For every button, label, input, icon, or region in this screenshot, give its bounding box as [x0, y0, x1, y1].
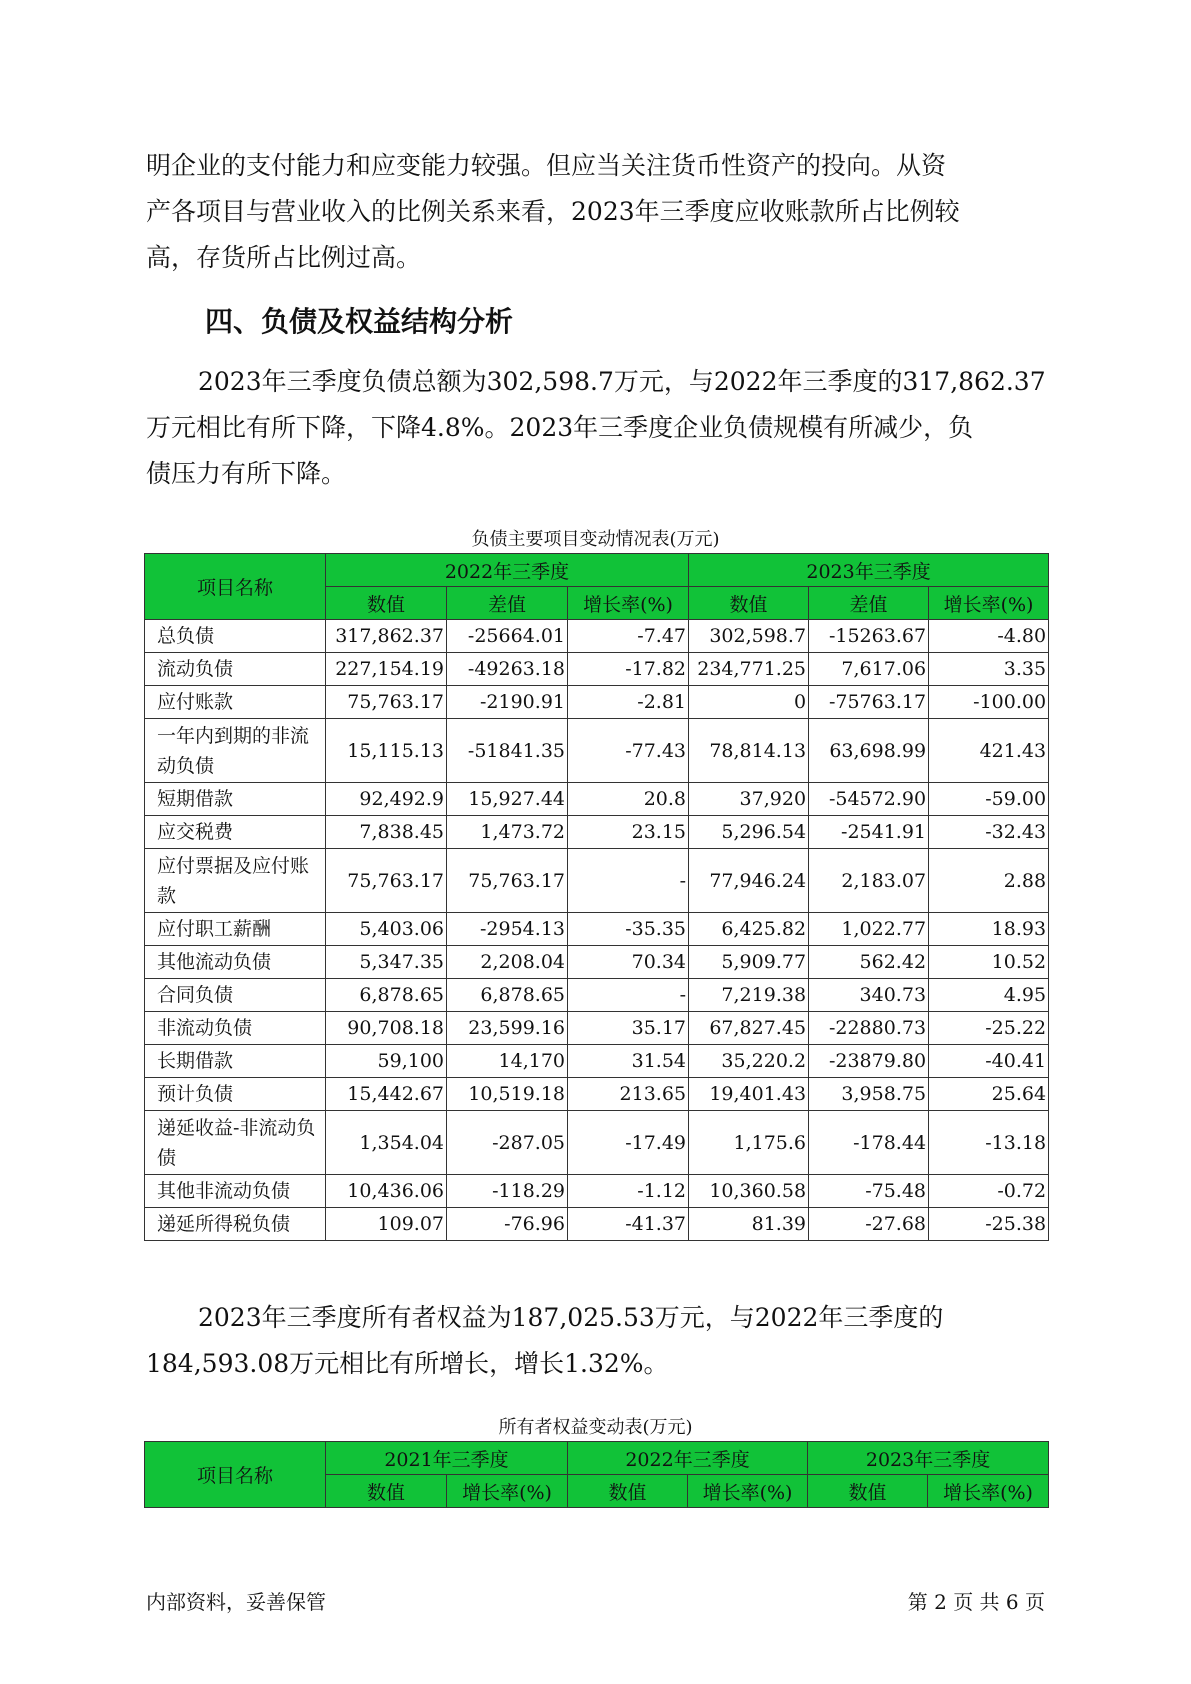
table-cell: - [568, 979, 689, 1012]
table-cell: -2541.91 [809, 816, 929, 849]
table-row [145, 653, 1049, 686]
table-cell: 18.93 [929, 913, 1049, 946]
table-row [145, 1045, 1049, 1078]
table-cell: -40.41 [929, 1045, 1049, 1078]
table-cell: -75763.17 [809, 686, 929, 719]
table-cell: 3,958.75 [809, 1078, 929, 1111]
table-cell: 31.54 [568, 1045, 689, 1078]
table-row [145, 1208, 1049, 1241]
value-header: 数值 [568, 1475, 688, 1508]
liabilities-paragraph [146, 359, 1056, 497]
row-item-name: 应交税费 [145, 816, 326, 849]
table-cell: -25664.01 [447, 620, 568, 653]
section-heading: 四、负债及权益结构分析 [205, 305, 514, 338]
table-cell: -25.22 [929, 1012, 1049, 1045]
row-item-name: 总负债 [145, 620, 326, 653]
table-cell: 81.39 [689, 1208, 809, 1241]
table-cell: 75,763.17 [326, 686, 447, 719]
value-header: 数值 [326, 1475, 447, 1508]
table-row [145, 620, 1049, 653]
table-cell: 59,100 [326, 1045, 447, 1078]
equity-table-caption: 所有者权益变动表(万元) [498, 1417, 693, 1438]
table-row [145, 719, 1049, 783]
table-cell: -75.48 [809, 1175, 929, 1208]
row-item-name: 其他流动负债 [145, 946, 326, 979]
table-cell: 14,170 [447, 1045, 568, 1078]
table-cell: -2954.13 [447, 913, 568, 946]
table-cell: 340.73 [809, 979, 929, 1012]
table-cell: 78,814.13 [689, 719, 809, 783]
table-cell: -7.47 [568, 620, 689, 653]
growth-header: 增长率(%) [688, 1475, 808, 1508]
table-cell: 317,862.37 [326, 620, 447, 653]
row-item-name: 应付票据及应付账款 [145, 849, 326, 913]
intro-line: 产各项目与营业收入的比例关系来看，2023年三季度应收账款所占比例较 [146, 197, 960, 226]
value-header: 数值 [689, 587, 809, 620]
table-cell: -54572.90 [809, 783, 929, 816]
table-cell: 6,878.65 [326, 979, 447, 1012]
table-cell: 25.64 [929, 1078, 1049, 1111]
table-cell: 302,598.7 [689, 620, 809, 653]
table-row [145, 1111, 1049, 1175]
table-cell: -41.37 [568, 1208, 689, 1241]
row-item-name: 合同负债 [145, 979, 326, 1012]
table-row [145, 849, 1049, 913]
row-item-name: 递延收益-非流动负债 [145, 1111, 326, 1175]
table-cell: 37,920 [689, 783, 809, 816]
row-item-name: 一年内到期的非流动负债 [145, 719, 326, 783]
intro-line: 高，存货所占比例过高。 [146, 243, 422, 272]
row-item-name: 非流动负债 [145, 1012, 326, 1045]
table-row [145, 1012, 1049, 1045]
table-cell: 10,436.06 [326, 1175, 447, 1208]
table-cell: 35.17 [568, 1012, 689, 1045]
table-cell: 2,208.04 [447, 946, 568, 979]
table-cell: 1,354.04 [326, 1111, 447, 1175]
table-row [145, 1175, 1049, 1208]
intro-paragraph [146, 143, 1056, 281]
table-cell: 63,698.99 [809, 719, 929, 783]
table-cell: -76.96 [447, 1208, 568, 1241]
table-cell: 0 [689, 686, 809, 719]
table-cell: 5,909.77 [689, 946, 809, 979]
table-cell: -0.72 [929, 1175, 1049, 1208]
table-cell: 109.07 [326, 1208, 447, 1241]
table-cell: -59.00 [929, 783, 1049, 816]
table-row [145, 1078, 1049, 1111]
table-cell: 234,771.25 [689, 653, 809, 686]
table-cell: -15263.67 [809, 620, 929, 653]
period-header: 2021年三季度 [326, 1442, 568, 1475]
table-cell: -17.49 [568, 1111, 689, 1175]
item-name-header: 项目名称 [145, 554, 326, 620]
liabilities-line: 万元相比有所下降，下降4.8%。2023年三季度企业负债规模有所减少，负 [146, 413, 974, 442]
equity-line: 184,593.08万元相比有所增长，增长1.32%。 [146, 1349, 669, 1378]
table-cell: 90,708.18 [326, 1012, 447, 1045]
growth-header: 增长率(%) [929, 587, 1049, 620]
table-cell: 15,115.13 [326, 719, 447, 783]
table-cell: 421.43 [929, 719, 1049, 783]
liabilities-line: 债压力有所下降。 [146, 459, 347, 488]
table-cell: 562.42 [809, 946, 929, 979]
table-cell: 15,927.44 [447, 783, 568, 816]
liabilities-table [144, 553, 1049, 1241]
footer-confidential: 内部资料，妥善保管 [146, 1590, 326, 1614]
table-cell: 75,763.17 [326, 849, 447, 913]
table-cell: -51841.35 [447, 719, 568, 783]
table-cell: 6,878.65 [447, 979, 568, 1012]
table-cell: 3.35 [929, 653, 1049, 686]
table-row [145, 783, 1049, 816]
diff-header: 差值 [447, 587, 568, 620]
table-cell: 213.65 [568, 1078, 689, 1111]
footer-page-number: 第 2 页 共 6 页 [907, 1590, 1045, 1614]
row-item-name: 应付职工薪酬 [145, 913, 326, 946]
item-name-header: 项目名称 [145, 1442, 326, 1508]
table-cell: 20.8 [568, 783, 689, 816]
table-cell: -1.12 [568, 1175, 689, 1208]
equity-table [144, 1441, 1049, 1508]
table-cell: 67,827.45 [689, 1012, 809, 1045]
table-cell: -22880.73 [809, 1012, 929, 1045]
table-cell: 19,401.43 [689, 1078, 809, 1111]
period-header: 2022年三季度 [568, 1442, 808, 1475]
table-cell: 6,425.82 [689, 913, 809, 946]
table-cell: 1,175.6 [689, 1111, 809, 1175]
row-item-name: 长期借款 [145, 1045, 326, 1078]
table-cell: 92,492.9 [326, 783, 447, 816]
table-cell: -2190.91 [447, 686, 568, 719]
table-cell: -27.68 [809, 1208, 929, 1241]
equity-line: 2023年三季度所有者权益为187,025.53万元，与2022年三季度的 [198, 1303, 944, 1332]
row-item-name: 短期借款 [145, 783, 326, 816]
table-cell: -77.43 [568, 719, 689, 783]
growth-header: 增长率(%) [447, 1475, 568, 1508]
growth-header: 增长率(%) [568, 587, 689, 620]
table-cell: 2.88 [929, 849, 1049, 913]
row-item-name: 递延所得税负债 [145, 1208, 326, 1241]
value-header: 数值 [808, 1475, 928, 1508]
table-cell: -13.18 [929, 1111, 1049, 1175]
period-header: 2023年三季度 [808, 1442, 1049, 1475]
table-cell: -23879.80 [809, 1045, 929, 1078]
table-cell: 7,617.06 [809, 653, 929, 686]
liabilities-table-caption: 负债主要项目变动情况表(万元) [471, 529, 720, 550]
table-cell: -4.80 [929, 620, 1049, 653]
table-row [145, 946, 1049, 979]
table-cell: 35,220.2 [689, 1045, 809, 1078]
row-item-name: 应付账款 [145, 686, 326, 719]
table-row [145, 686, 1049, 719]
table-cell: 10,360.58 [689, 1175, 809, 1208]
table-cell: 227,154.19 [326, 653, 447, 686]
table-cell: 15,442.67 [326, 1078, 447, 1111]
table-row [145, 979, 1049, 1012]
value-header: 数值 [326, 587, 447, 620]
diff-header: 差值 [809, 587, 929, 620]
table-cell: 10,519.18 [447, 1078, 568, 1111]
table-cell: -118.29 [447, 1175, 568, 1208]
period-header: 2023年三季度 [689, 554, 1049, 587]
table-cell: -32.43 [929, 816, 1049, 849]
liabilities-line: 2023年三季度负债总额为302,598.7万元，与2022年三季度的317,862.37 [198, 367, 1046, 396]
row-item-name: 预计负债 [145, 1078, 326, 1111]
table-cell: 1,022.77 [809, 913, 929, 946]
table-row [145, 913, 1049, 946]
table-cell: -100.00 [929, 686, 1049, 719]
equity-paragraph [146, 1295, 1056, 1387]
table-cell: 7,219.38 [689, 979, 809, 1012]
row-item-name: 其他非流动负债 [145, 1175, 326, 1208]
liabilities-table-body [145, 620, 1049, 1241]
growth-header: 增长率(%) [928, 1475, 1049, 1508]
table-cell: 5,296.54 [689, 816, 809, 849]
row-item-name: 流动负债 [145, 653, 326, 686]
table-cell: -17.82 [568, 653, 689, 686]
table-cell: 5,403.06 [326, 913, 447, 946]
table-cell: 77,946.24 [689, 849, 809, 913]
table-cell: -287.05 [447, 1111, 568, 1175]
table-cell: 7,838.45 [326, 816, 447, 849]
table-cell: -25.38 [929, 1208, 1049, 1241]
table-cell: -35.35 [568, 913, 689, 946]
table-cell: 2,183.07 [809, 849, 929, 913]
table-cell: -2.81 [568, 686, 689, 719]
intro-line: 明企业的支付能力和应变能力较强。但应当关注货币性资产的投向。从资 [146, 151, 947, 180]
table-cell: 4.95 [929, 979, 1049, 1012]
period-header: 2022年三季度 [326, 554, 689, 587]
table-cell: 10.52 [929, 946, 1049, 979]
table-cell: -49263.18 [447, 653, 568, 686]
table-cell: 23,599.16 [447, 1012, 568, 1045]
table-cell: 5,347.35 [326, 946, 447, 979]
table-row [145, 816, 1049, 849]
table-cell: 1,473.72 [447, 816, 568, 849]
table-cell: 23.15 [568, 816, 689, 849]
table-cell: -178.44 [809, 1111, 929, 1175]
table-cell: - [568, 849, 689, 913]
table-cell: 70.34 [568, 946, 689, 979]
table-cell: 75,763.17 [447, 849, 568, 913]
